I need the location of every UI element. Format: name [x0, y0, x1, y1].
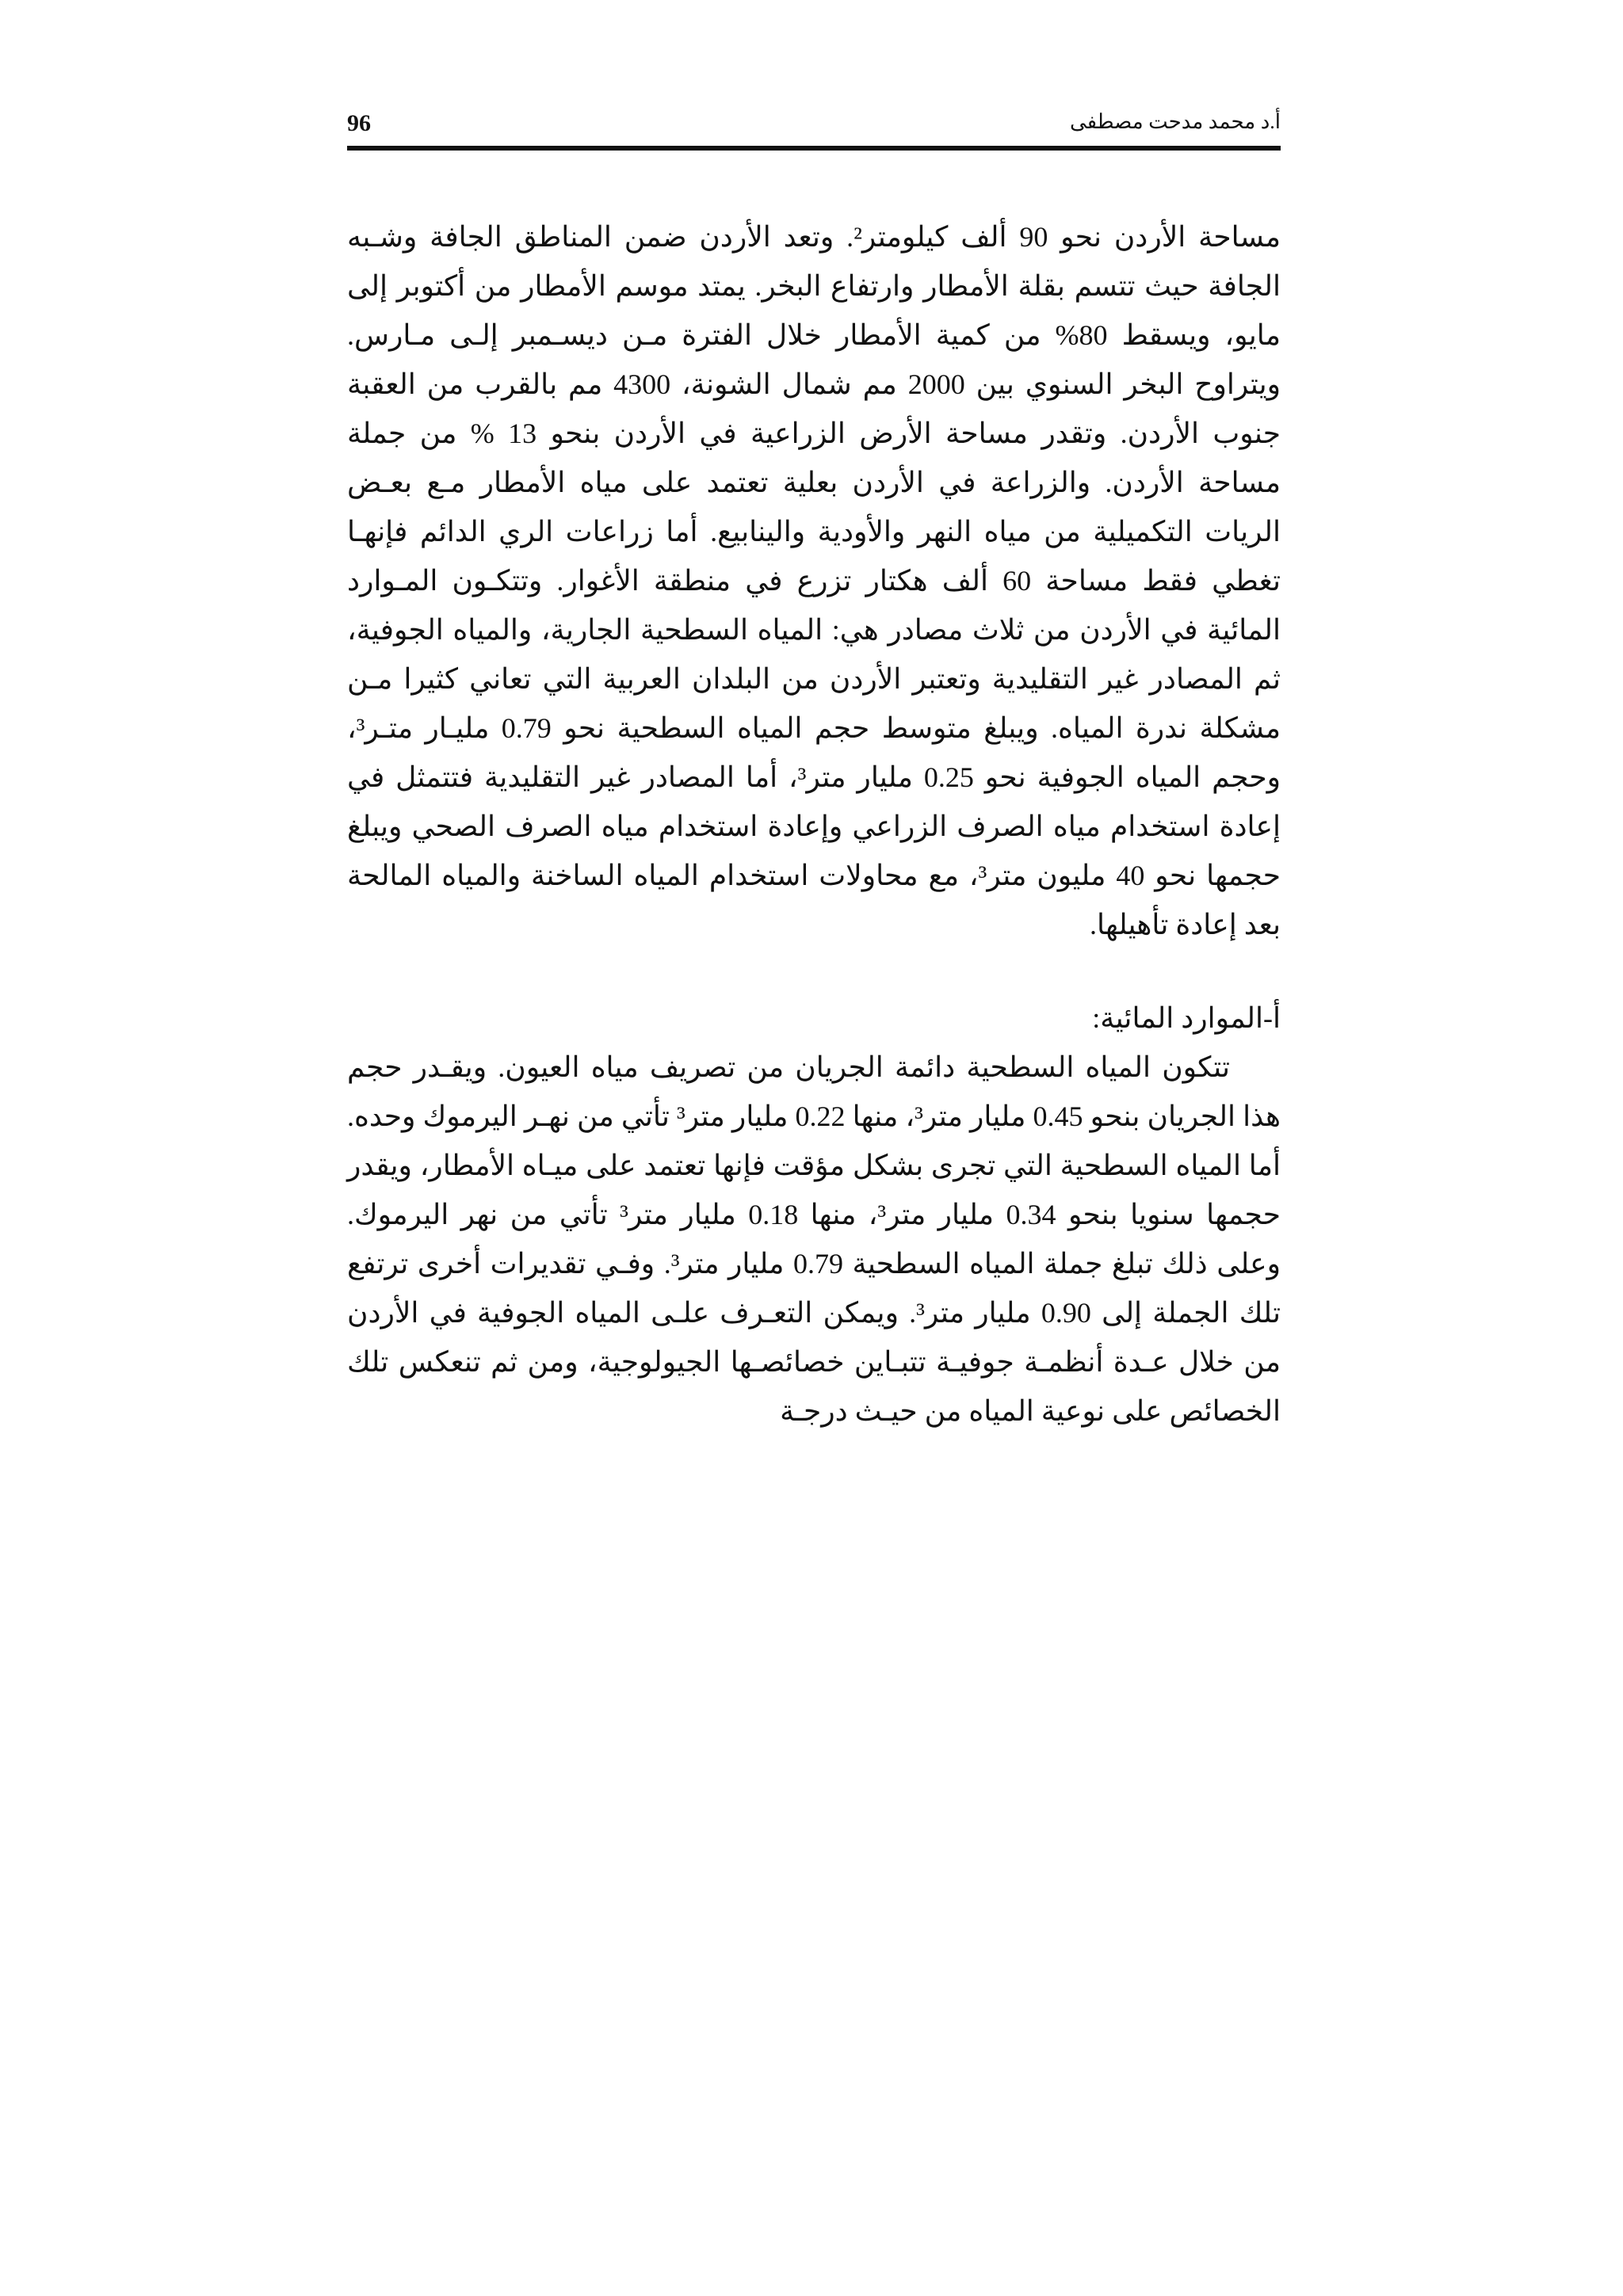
page-header — [347, 101, 1281, 149]
section-heading-water-resources: أ-الموارد المائية: — [1092, 1002, 1281, 1034]
header-rule — [347, 146, 1281, 151]
running-head-author: أ.د محمد مدحت مصطفى — [1070, 110, 1281, 133]
page-number: 96 — [347, 110, 371, 136]
paragraph-surface-water: تتكون المياه السطحية دائمة الجريان من تصريف مياه العيون. ويقـدر حجم هذا الجريان بنحو 0.45 مليار متر³، منها 0.22 مليار متر³ تأتي من نهـر اليرموك وحده. أما المياه السطحية التي تجرى بشكل مؤقت فإنها تعتمد على ميـاه الأمطار، ويقدر حجمها سنويا بنحو 0.34 مليار متر³، منها 0.18 مليار متر³ تأتي من نهر اليرموك. وعلى ذلك تبلغ جملة المياه السطحية 0.79 مليار متر³. وفـي تقديرات أخرى ترتفع تلك الجملة إلى 0.90 مليار متر³. ويمكن التعـرف علـى المياه الجوفية في الأردن من خلال عـدة أنظمـة جوفيـة تتبـاين خصائصـها الجيولوجية، ومن ثم تنعكس تلك الخصائص على نوعية المياه من حيـث درجـة — [347, 1051, 1281, 1427]
paragraph-spacer — [347, 949, 1281, 994]
paragraph-jordan-overview: مساحة الأردن نحو 90 ألف كيلومتر². وتعد الأردن ضمن المناطق الجافة وشـبه الجافة حيث تتسم بقلة الأمطار وارتفاع البخر. يمتد موسم الأمطار من أكتوبر إلى مايو، ويسقط 80% من كمية الأمطار خلال الفترة مـن ديسـمبر إلـى مـارس. ويتراوح البخر السنوي بين 2000 مم شمال الشونة، 4300 مم بالقرب من العقبة جنوب الأردن. وتقدر مساحة الأرض الزراعية في الأردن بنحو 13 % من جملة مساحة الأردن. والزراعة في الأردن بعلية تعتمد على مياه الأمطار مـع بعـض الريات التكميلية من مياه النهر والأودية والينابيع. أما زراعات الري الدائم فإنهـا تغطي فقط مساحة 60 ألف هكتار تزرع في منطقة الأغوار. وتتكـون المـوارد المائية في الأردن من ثلاث مصادر هي: المياه السطحية الجارية، والمياه الجوفية، ثم المصادر غير التقليدية وتعتبر الأردن من البلدان العربية التي تعاني كثيرا مـن مشكلة ندرة المياه. ويبلغ متوسط حجم المياه السطحية نحو 0.79 مليـار متـر³، وحجم المياه الجوفية نحو 0.25 مليار متر³، أما المصادر غير التقليدية فتتمثل في إعادة استخدام مياه الصرف الزراعي وإعادة استخدام مياه الصرف الصحي ويبلغ حجمها نحو 40 مليون متر³، مع محاولات استخدام المياه الساخنة والمياه المالحة بعد إعادة تأهيلها. — [347, 221, 1281, 940]
body-text — [347, 212, 1281, 1436]
